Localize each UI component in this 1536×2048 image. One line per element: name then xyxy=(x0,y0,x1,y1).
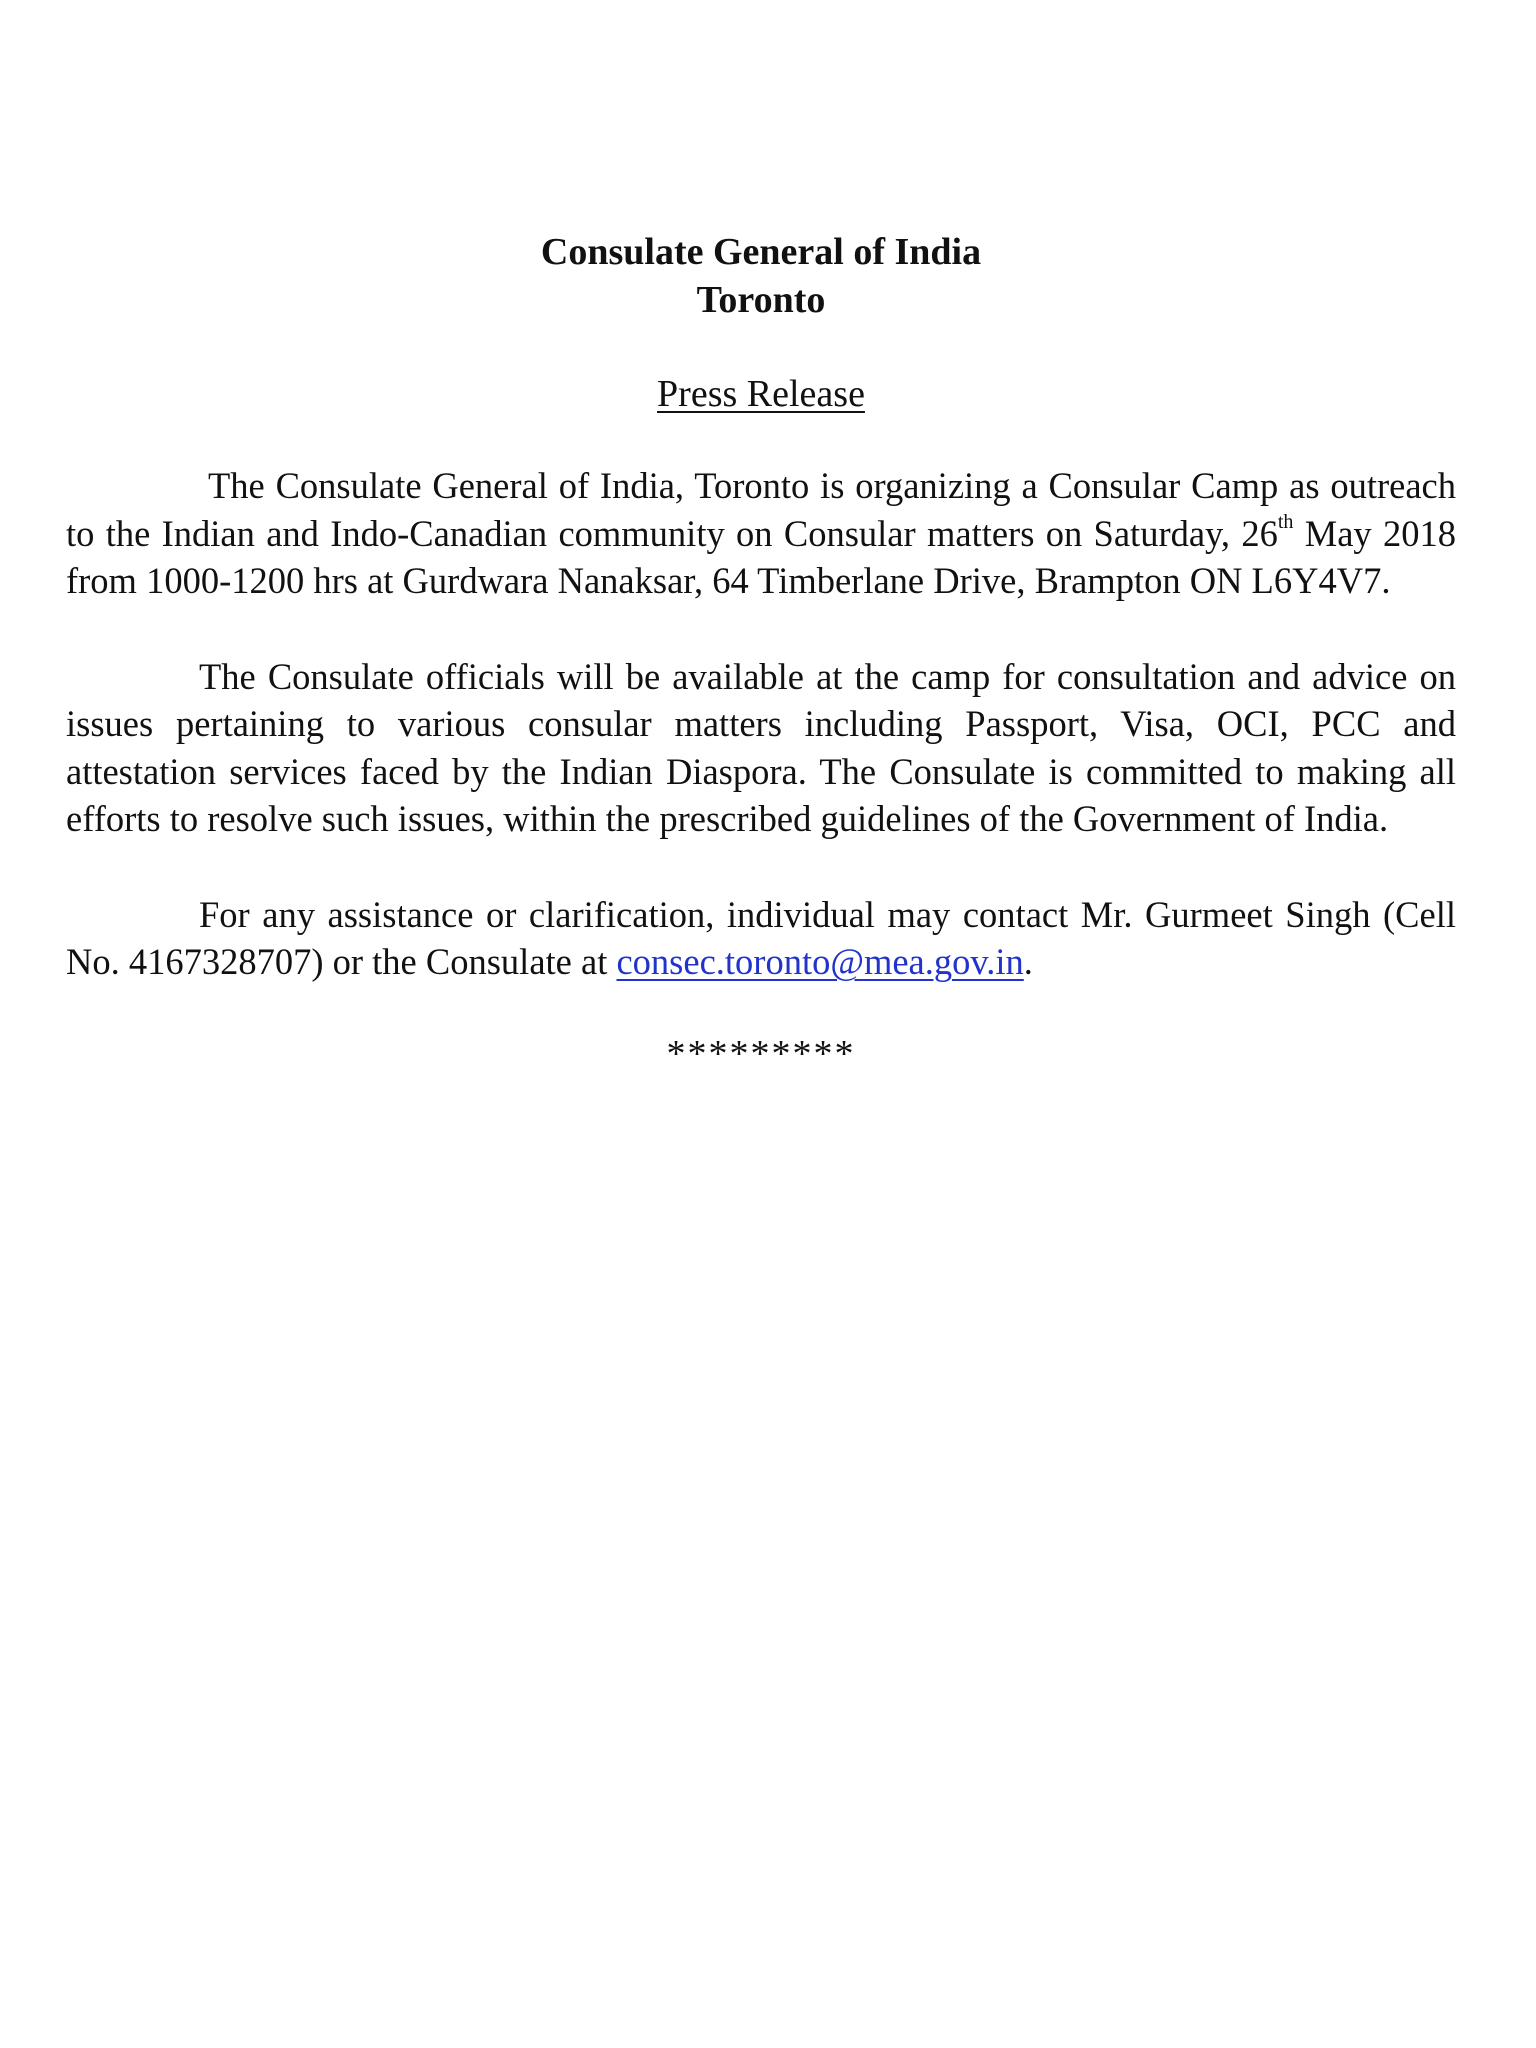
document-title: Press Release xyxy=(657,373,865,415)
press-release-document xyxy=(66,228,1456,1116)
paragraph-camp-announcement xyxy=(66,462,1456,605)
contact-text: For any assistance or clarification, individual may contact Mr. Gurmeet Singh (Cell No. 4167328707) or the Consulate at xyxy=(66,893,1456,982)
end-separator: ********* xyxy=(666,1032,856,1075)
date-ordinal-suffix: th xyxy=(1277,510,1294,533)
organization-name: Consulate General of India xyxy=(540,231,982,273)
paragraph-text-end: May 2018 from 1000-1200 hrs at Gurdwara Nanaksar, 64 Timberlane Drive, Brampton ON L6Y4V7. xyxy=(66,512,1456,601)
paragraph-contact xyxy=(66,891,1456,986)
city-name: Toronto xyxy=(696,279,826,321)
contact-period: . xyxy=(1023,941,1033,982)
email-link[interactable]: consec.toronto@mea.gov.in xyxy=(616,941,1024,982)
paragraph-services: The Consulate officials will be available at the camp for consultation and advice on issues pertaining to various consular matters including Passport, Visa, OCI, PCC and attestation services faced by the Indian Diaspora. The Consulate is committed to making all efforts to resolve such issues, within the prescribed guidelines of the Government of India. xyxy=(66,655,1456,839)
paragraph-text-start: The Consulate General of India, Toronto is organizing a Consular Camp as outreach to the Indian and Indo-Canadian community on Consular matters on Saturday, 26 xyxy=(66,465,1456,554)
